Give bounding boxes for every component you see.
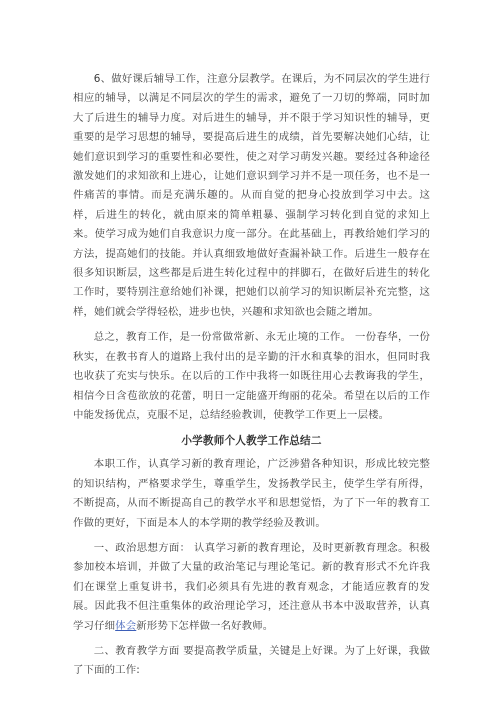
document-body: [73, 70, 430, 687]
paragraph-intro: 本职工作，认真学习新的教育理论，广泛涉猎各种知识，形成比较完整的知识结构，严格要求学生，尊重学生，发扬教学民主，使学生学有所得，不断提高，从而不断提高自己的教学水平和思想觉悟，为了下一年的教育工作做的更好，下面是本人的本学期的教学经验及教训。: [73, 458, 430, 529]
section-title: 小学教师个人教学工作总结二: [181, 435, 322, 448]
paragraph-summary: 总之，教育工作，是一份常做常新、永无止境的工作。 一份春华，一份秋实，在教书育人的道路上我付出的是辛勤的汗水和真挚的泪水，但同时我也收获了充实与快乐。在以后的工作中我将一如既往用心去教诲我的学生，相信今日含苞欲放的花蕾，明日一定能盛开绚丽的花朵。希望在以后的工作中能发扬优点，克服不足，总结经验教训，使教学工作更上一层楼。: [73, 331, 430, 421]
paragraph-political-tail: 新形势下怎样做一名好教师。: [136, 619, 274, 632]
paragraph-political: [73, 539, 430, 636]
paragraph-tutoring: 6、做好课后辅导工作，注意分层教学。在课后，为不同层次的学生进行相应的辅导，以满足不同层次的学生的需求，避免了一刀切的弊端，同时加大了后进生的辅导力度。对后进生的辅导，并不限于学习知识性的辅导，更重要的是学习思想的辅导，要提高后进生的成绩，首先要解决她们心结，让她们意识到学习的重要性和必要性，使之对学习萌发兴趣。要经过各种途径激发她们的求知欲和上进心，让她们意识到学习并不是一项任务，也不是一件痛苦的事情。而是充满乐趣的。从而自觉的把身心投放到学习中去。这样，后进生的转化，就由原来的简单粗暴、强制学习转化到自觉的求知上来。使学习成为她们自我意识力度一部分。在此基础上，再教给她们学习的方法，提高她们的技能。并认真细致地做好查漏补缺工作。后进生一般存在很多知识断层，这些都是后进生转化过程中的拌脚石，在做好后进生的转化工作时，要特别注意给她们补课，把她们以前学习的知识断层补充完整，这样，她们就会学得轻松，进步也快，兴趣和求知欲也会随之增加。: [73, 73, 430, 318]
paragraph-teaching: 二、教育教学方面 要提高教学质量，关键是上好课。为了上好课，我做了下面的工作:: [73, 644, 430, 677]
keyword-link[interactable]: 体会: [115, 619, 137, 632]
paragraph-political-text: 一、政治思想方面： 认真学习新的教育理论，及时更新教育理念。积极参加校本培训，并做了大量的政治笔记与理论笔记。新的教育形式不允许我们在课堂上重复讲书，我们必须具有先进的教育观念，才能适应教育的发展。因此我不但注重集体的政治理论学习，还注意从书本中汲取营养，认真学习仔细: [73, 541, 430, 632]
